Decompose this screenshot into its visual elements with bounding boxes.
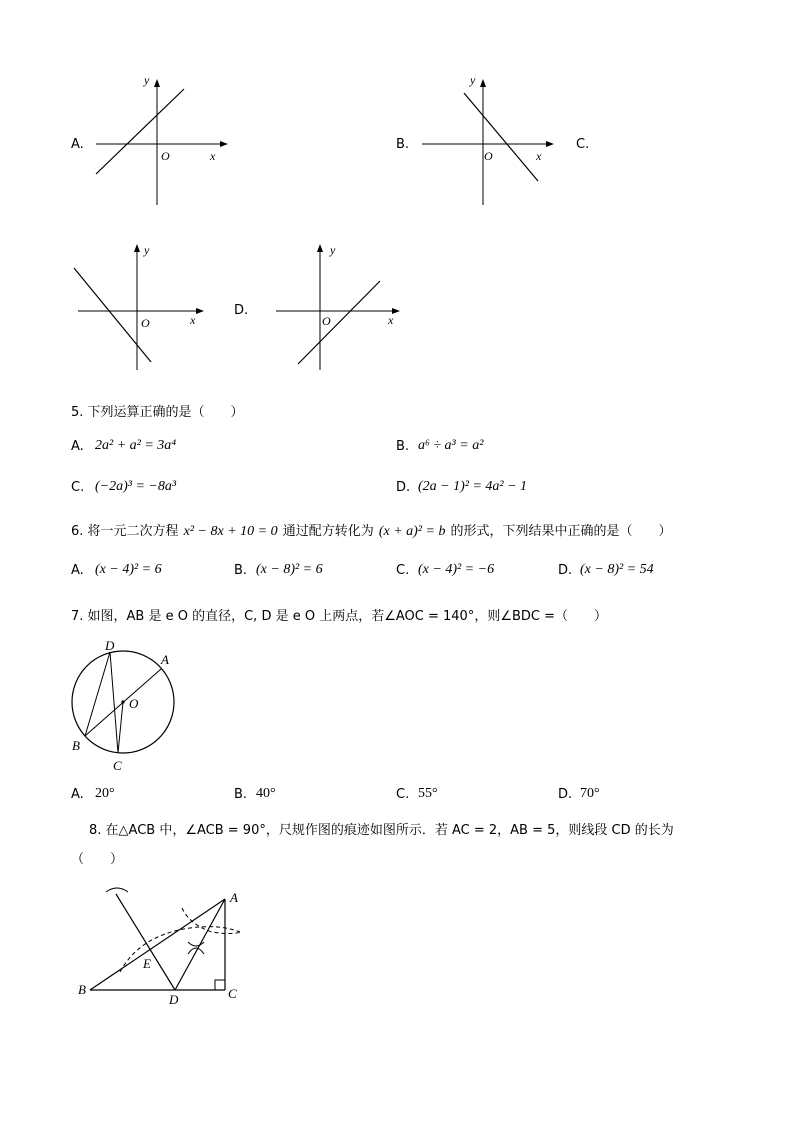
- q6-option-b: (x − 8)² = 6: [256, 562, 323, 577]
- q6-form: (x + a)² = b: [378, 524, 446, 539]
- point-a-label: A: [161, 652, 169, 667]
- q8-construction-figure: [70, 880, 250, 1010]
- q6-option-c-label: C.: [396, 563, 410, 578]
- point-b-label: B: [72, 738, 80, 753]
- origin-label: O: [161, 149, 170, 163]
- q7-circle-figure: [65, 638, 185, 778]
- point-o-label: O: [129, 696, 139, 711]
- origin-label: O: [141, 316, 150, 330]
- q4-option-d-label: D.: [234, 303, 249, 318]
- q7-stem: 7. 如图，AB 是 e O 的直径，C, D 是 e O 上两点，若∠AOC = 140°，则∠BDC =（ ）: [71, 609, 608, 624]
- q4-option-a-label: A.: [71, 137, 84, 152]
- axis-y-label: y: [470, 75, 476, 87]
- q5-option-c: (−2a)³ = −8a³: [95, 479, 177, 494]
- q5-option-b-label: B.: [396, 439, 410, 454]
- q6-option-a: (x − 4)² = 6: [95, 562, 162, 577]
- q6-stem: [71, 520, 672, 540]
- q6-stem-suffix: 的形式，下列结果中正确的是（ ）: [450, 524, 672, 539]
- point-a-label: A: [230, 890, 238, 905]
- point-d-label: D: [105, 638, 115, 653]
- axis-x-label: x: [536, 149, 542, 163]
- q6-stem-prefix: 6. 将一元二次方程: [71, 524, 179, 539]
- q4-graph-d: [272, 240, 412, 375]
- q7-option-a-label: A.: [71, 787, 84, 802]
- q8-blank: （ ）: [71, 852, 124, 867]
- q6-option-a-label: A.: [71, 563, 84, 578]
- axis-x-label: x: [210, 149, 216, 163]
- axis-y-label: y: [144, 243, 150, 257]
- q5-option-d: (2a − 1)² = 4a² − 1: [418, 479, 528, 494]
- q5-option-a-label: A.: [71, 439, 84, 454]
- q4-graph-c: [70, 240, 210, 375]
- q5-option-b: a⁶ ÷ a³ = a²: [418, 438, 484, 453]
- q6-option-b-label: B.: [234, 563, 248, 578]
- q7-option-a: 20°: [95, 786, 115, 801]
- axis-x-label: x: [388, 313, 394, 327]
- point-c-label: C: [228, 986, 237, 1001]
- q6-stem-mid: 通过配方转化为: [282, 524, 374, 539]
- q7-option-b: 40°: [256, 786, 276, 801]
- q4-graph-b: [416, 75, 556, 210]
- q6-option-c: (x − 4)² = −6: [418, 562, 495, 577]
- point-b-label: B: [78, 982, 86, 997]
- q7-option-d: 70°: [580, 786, 600, 801]
- q6-option-d-label: D.: [558, 563, 573, 578]
- q4-option-c-label: C.: [576, 137, 590, 152]
- point-e-label: E: [143, 956, 151, 971]
- q7-option-d-label: D.: [558, 787, 573, 802]
- axis-x-label: x: [190, 313, 196, 327]
- origin-label: O: [484, 149, 493, 163]
- q4-graph-a: [90, 75, 230, 210]
- q4-option-b-label: B.: [396, 137, 410, 152]
- q6-option-d: (x − 8)² = 54: [580, 562, 654, 577]
- q7-option-c-label: C.: [396, 787, 410, 802]
- axis-y-label: y: [330, 243, 336, 257]
- q7-option-b-label: B.: [234, 787, 248, 802]
- point-c-label: C: [113, 758, 122, 773]
- point-d-label: D: [169, 992, 179, 1007]
- axis-y-label: y: [144, 75, 150, 87]
- q8-stem: 8. 在△ACB 中，∠ACB = 90°，尺规作图的痕迹如图所示．若 AC = 2，AB = 5，则线段 CD 的长为: [89, 823, 674, 838]
- q6-equation: x² − 8x + 10 = 0: [183, 524, 278, 539]
- origin-label: O: [322, 314, 331, 328]
- q7-option-c: 55°: [418, 786, 438, 801]
- q5-stem: 5. 下列运算正确的是（ ）: [71, 405, 244, 420]
- q5-option-a: 2a² + a² = 3a⁴: [95, 438, 177, 453]
- q5-option-c-label: C.: [71, 480, 85, 495]
- q5-option-d-label: D.: [396, 480, 411, 495]
